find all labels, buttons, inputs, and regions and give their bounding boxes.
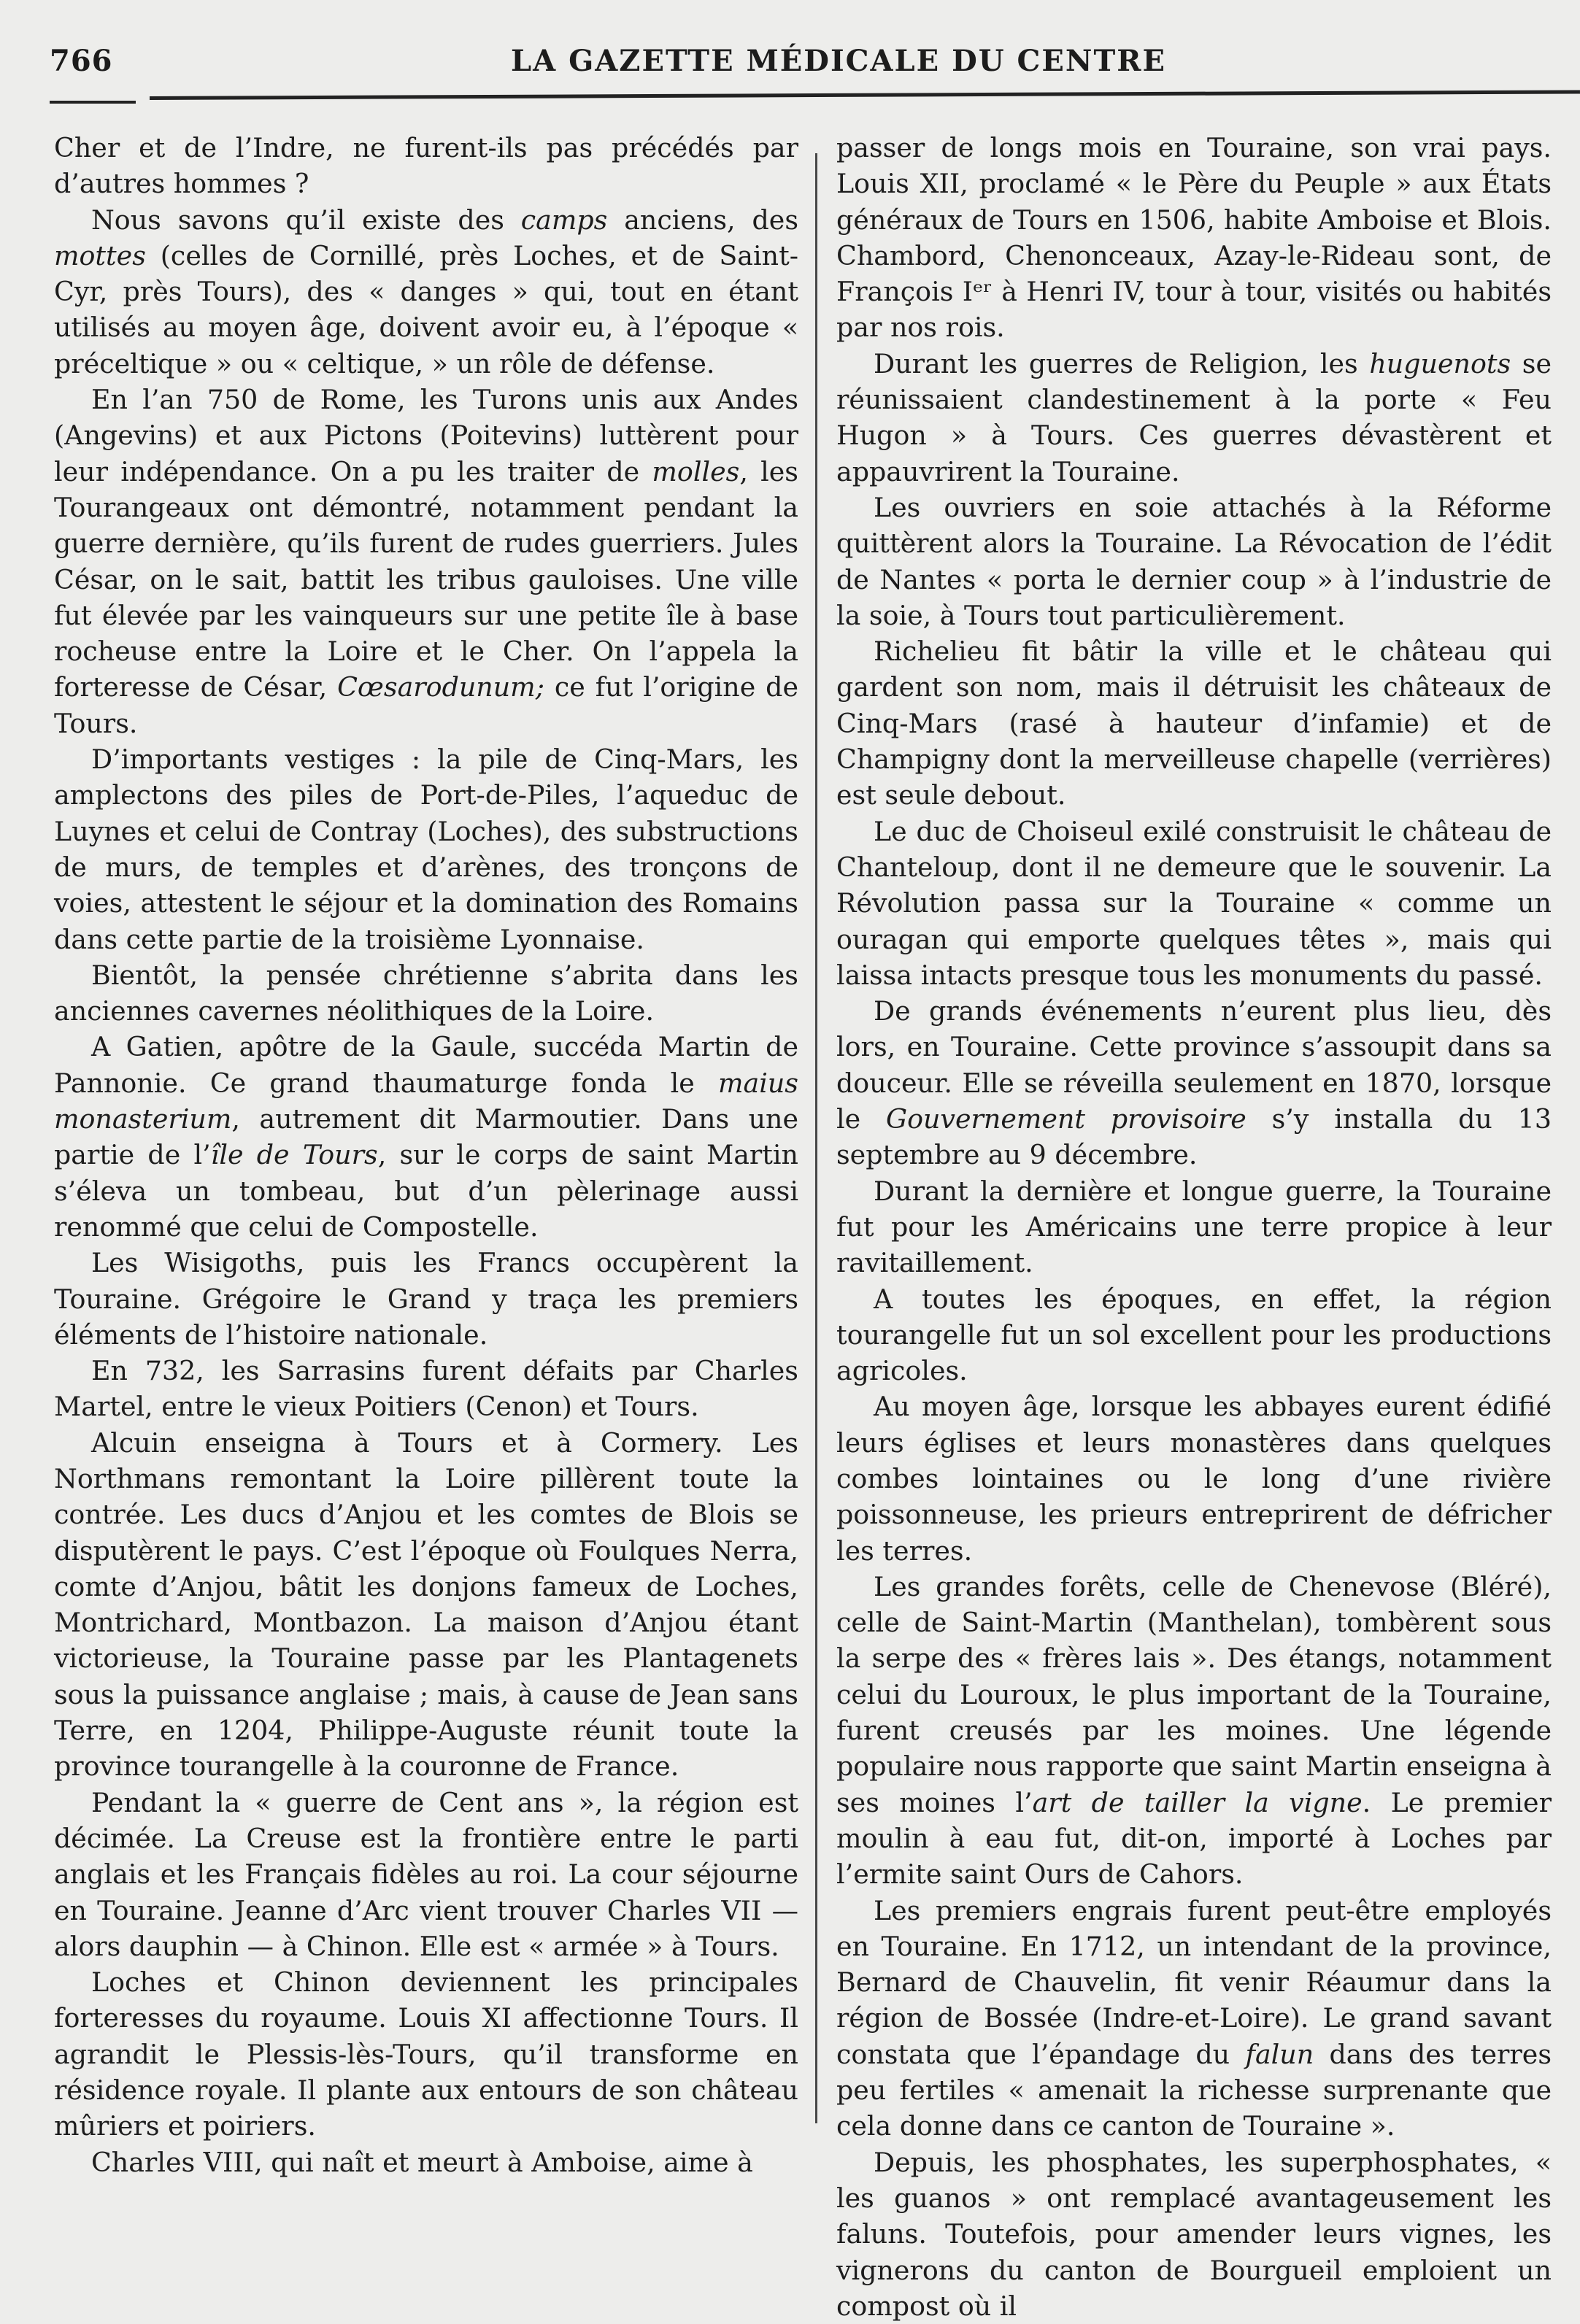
paragraph-text: , autrement dit Marmoutier. Dans une partie de l’ bbox=[54, 1103, 798, 1171]
paragraph bbox=[836, 1389, 1552, 1568]
paragraph-text: ce fut l’origine de Tours. bbox=[54, 671, 799, 739]
paragraph bbox=[54, 382, 798, 741]
paragraph-text: Au moyen âge, lorsque les abbayes eurent édifié leurs églises et leurs monastères dans quelques combes lointaines ou le long d’une rivière poissonneuse, les prieurs entreprirent de défricher les terres. bbox=[836, 1391, 1552, 1567]
italic-term: huguenots bbox=[1369, 347, 1511, 379]
paragraph bbox=[54, 1245, 798, 1353]
paragraph bbox=[836, 1173, 1552, 1281]
paragraph bbox=[836, 490, 1552, 633]
paragraph-text: Charles VIII, qui naît et meurt à Amboise, aime à bbox=[90, 2146, 753, 2178]
paragraph bbox=[836, 993, 1552, 1173]
italic-term: maius monasterium bbox=[54, 1067, 798, 1135]
paragraph bbox=[54, 957, 798, 1030]
paragraph-text: Durant les guerres de Religion, les bbox=[873, 347, 1370, 379]
paragraph bbox=[54, 130, 798, 202]
paragraph bbox=[54, 1964, 798, 2144]
paragraph-text: , les Tourangeaux ont démontré, notamment pendant la guerre dernière, qu’ils furent de rudes guerriers. Jules César, on le sait, battit les tribus gauloises. Une ville fut élevée par les vainqueurs sur une petite île à base rocheuse entre la Loire et le Cher. On l’appela la forteresse de César, bbox=[54, 455, 798, 703]
paragraph-text: Les grandes forêts, celle de Chenevose (Bléré), celle de Saint-Martin (Manthelan), tombèrent sous la serpe des « frères lais ». Des étangs, notamment celui du Louroux, le plus important de la Touraine, furent creusés par les moines. Une légende populaire nous rapporte que saint Martin enseigna à ses moines l’ bbox=[836, 1570, 1552, 1818]
page-number: 766 bbox=[50, 44, 113, 78]
paragraph-text: En l’an 750 de Rome, les Turons unis aux Andes (Angevins) et aux Pictons (Poitevins) luttèrent pour leur indépendance. On a pu les traiter de bbox=[54, 384, 798, 487]
paragraph-text: Cher et de l’Indre, ne furent-ils pas précédés par d’autres hommes ? bbox=[54, 132, 798, 200]
paragraph-text: passer de longs mois en Touraine, son vrai pays. Louis XII, proclamé « le Père du Peuple » aux États généraux de Tours en 1506, habite Amboise et Blois. Chambord, Chenonceaux, Azay-le-Rideau sont, de François Iᵉʳ à Henri IV, tour à tour, visités ou habités par nos rois. bbox=[836, 132, 1552, 344]
paragraph-text: A toutes les époques, en effet, la région tourangelle fut un sol excellent pour les productions agricoles. bbox=[836, 1283, 1552, 1387]
page-header bbox=[0, 44, 1580, 102]
header-rule bbox=[150, 90, 1580, 100]
paragraph bbox=[54, 1029, 798, 1245]
paragraph bbox=[836, 130, 1552, 346]
header-rule-short bbox=[50, 101, 136, 104]
paragraph bbox=[54, 202, 798, 382]
paragraph-text: Pendant la « guerre de Cent ans », la région est décimée. La Creuse est la frontière entre le parti anglais et les Français fidèles au roi. La cour séjourne en Touraine. Jeanne d’Arc vient trouver Charles VII — alors dauphin — à Chinon. Elle est « armée » à Tours. bbox=[54, 1786, 798, 1962]
left-column bbox=[54, 130, 798, 2180]
paragraph-text: s’y installa du 13 septembre au 9 décembre. bbox=[836, 1103, 1552, 1171]
paragraph-text: A Gatien, apôtre de la Gaule, succéda Martin de Pannonie. Ce grand thaumaturge fonda le bbox=[54, 1031, 798, 1099]
paragraph-text: , sur le corps de saint Martin s’éleva un tombeau, but d’un pèlerinage aussi renommé que celui de Compostelle. bbox=[54, 1139, 798, 1243]
paragraph-text: Depuis, les phosphates, les superphosphates, « les guanos » ont remplacé avantageusement les faluns. Toutefois, pour amender leurs vignes, les vignerons du canton de Bourgueil emploient un compost où il bbox=[836, 2146, 1552, 2322]
paragraph bbox=[836, 814, 1552, 993]
paragraph-text: se réunissaient clandestinement à la porte « Feu Hugon » à Tours. Ces guerres dévastèrent et appauvrirent la Touraine. bbox=[836, 347, 1552, 487]
journal-title: LA GAZETTE MÉDICALE DU CENTRE bbox=[511, 44, 1166, 78]
paragraph bbox=[54, 1353, 798, 1425]
paragraph-text: Les premiers engrais furent peut-être employés en Touraine. En 1712, un intendant de la province, Bernard de Chauvelin, fit venir Réaumur dans la région de Bossée (Indre-et-Loire). Le grand savant constata que l’épandage du bbox=[836, 1894, 1552, 2070]
paragraph bbox=[54, 1425, 798, 1785]
paragraph bbox=[54, 2145, 798, 2180]
paragraph-text: De grands événements n’eurent plus lieu, dès lors, en Touraine. Cette province s’assoupit dans sa douceur. Elle se réveilla seulement en 1870, lorsque le bbox=[836, 995, 1552, 1135]
paragraph-text: Le duc de Choiseul exilé construisit le château de Chanteloup, dont il ne demeure que le souvenir. La Révolution passa sur la Touraine « comme un ouragan qui emporte quelques têtes », mais qui laissa intacts presque tous les monuments du passé. bbox=[836, 815, 1552, 991]
paragraph-text: Alcuin enseigna à Tours et à Cormery. Les Northmans remontant la Loire pillèrent toute la contrée. Les ducs d’Anjou et les comtes de Blois se disputèrent le pays. C’est l’époque où Foulques Nerra, comte d’Anjou, bâtit les donjons fameux de Loches, Montrichard, Montbazon. La maison d’Anjou étant victorieuse, la Touraine passe par les Plantagenets sous la puissance anglaise ; mais, à cause de Jean sans Terre, en 1204, Philippe-Auguste réunit toute la province tourangelle à la couronne de France. bbox=[54, 1427, 798, 1783]
paragraph bbox=[836, 1569, 1552, 1893]
right-column bbox=[836, 130, 1552, 2324]
paragraph-text: D’importants vestiges : la pile de Cinq-Mars, les amplectons des piles de Port-de-Piles, l’aqueduc de Luynes et celui de Contray (Loches), des substructions de murs, de temples et d’arènes, des tronçons de voies, attestent le séjour et la domination des Romains dans cette partie de la troisième Lyonnaise. bbox=[54, 744, 798, 955]
italic-term: art de tailler la vigne bbox=[1032, 1786, 1363, 1818]
column-divider bbox=[815, 153, 817, 2123]
paragraph-text: Nous savons qu’il existe des bbox=[90, 204, 521, 236]
italic-term: mottes bbox=[54, 239, 146, 271]
paragraph bbox=[54, 741, 798, 957]
paragraph bbox=[54, 1785, 798, 1964]
paragraph-text: Richelieu fit bâtir la ville et le château qui gardent son nom, mais il détruisit les châteaux de Cinq-Mars (rasé à hauteur d’infamie) et de Champigny dont la merveilleuse chapelle (verrières) est seule debout. bbox=[836, 636, 1552, 811]
italic-term: île de Tours bbox=[210, 1139, 378, 1171]
paragraph-text: Les Wisigoths, puis les Francs occupèrent la Touraine. Grégoire le Grand y traça les premiers éléments de l’histoire nationale. bbox=[54, 1247, 798, 1351]
italic-term: camps bbox=[520, 204, 608, 236]
italic-term: molles bbox=[652, 455, 740, 487]
paragraph-text: En 732, les Sarrasins furent défaits par Charles Martel, entre le vieux Poitiers (Cenon) et Tours. bbox=[54, 1355, 798, 1423]
paragraph bbox=[836, 346, 1552, 490]
italic-term: falun bbox=[1245, 2038, 1314, 2070]
paragraph-text: Les ouvriers en soie attachés à la Réforme quittèrent alors la Touraine. La Révocation de l’édit de Nantes « porta le dernier coup » à l’industrie de la soie, à Tours tout particulièrement. bbox=[836, 491, 1552, 631]
paragraph bbox=[836, 1893, 1552, 2145]
italic-term: Cœsarodunum; bbox=[337, 671, 544, 703]
paragraph bbox=[836, 1281, 1552, 1389]
paragraph bbox=[836, 2145, 1552, 2324]
paragraph-text: anciens, des bbox=[607, 204, 798, 236]
paragraph-text: Loches et Chinon deviennent les principales forteresses du royaume. Louis XI affectionne Tours. Il agrandit le Plessis-lès-Tours, qu’il transforme en résidence royale. Il plante aux entours de son château mûriers et poiriers. bbox=[54, 1966, 798, 2142]
paragraph-text: Durant la dernière et longue guerre, la Touraine fut pour les Américains une terre propice à leur ravitaillement. bbox=[836, 1175, 1552, 1279]
paragraph-text: Bientôt, la pensée chrétienne s’abrita dans les anciennes cavernes néolithiques de la Loire. bbox=[54, 959, 798, 1027]
italic-term: Gouvernement provisoire bbox=[886, 1103, 1246, 1135]
paragraph-text: . Le premier moulin à eau fut, dit-on, importé à Loches par l’ermite saint Ours de Cahors. bbox=[836, 1786, 1552, 1891]
paragraph bbox=[836, 633, 1552, 813]
paragraph-text: dans des terres peu fertiles « amenait la richesse surprenante que cela donne dans ce canton de Touraine ». bbox=[836, 2038, 1552, 2142]
paragraph-text: (celles de Cornillé, près Loches, et de Saint-Cyr, près Tours), des « danges » qui, tout en étant utilisés au moyen âge, doivent avoir eu, à l’époque « préceltique » ou « celtique, » un rôle de défense. bbox=[54, 239, 798, 379]
